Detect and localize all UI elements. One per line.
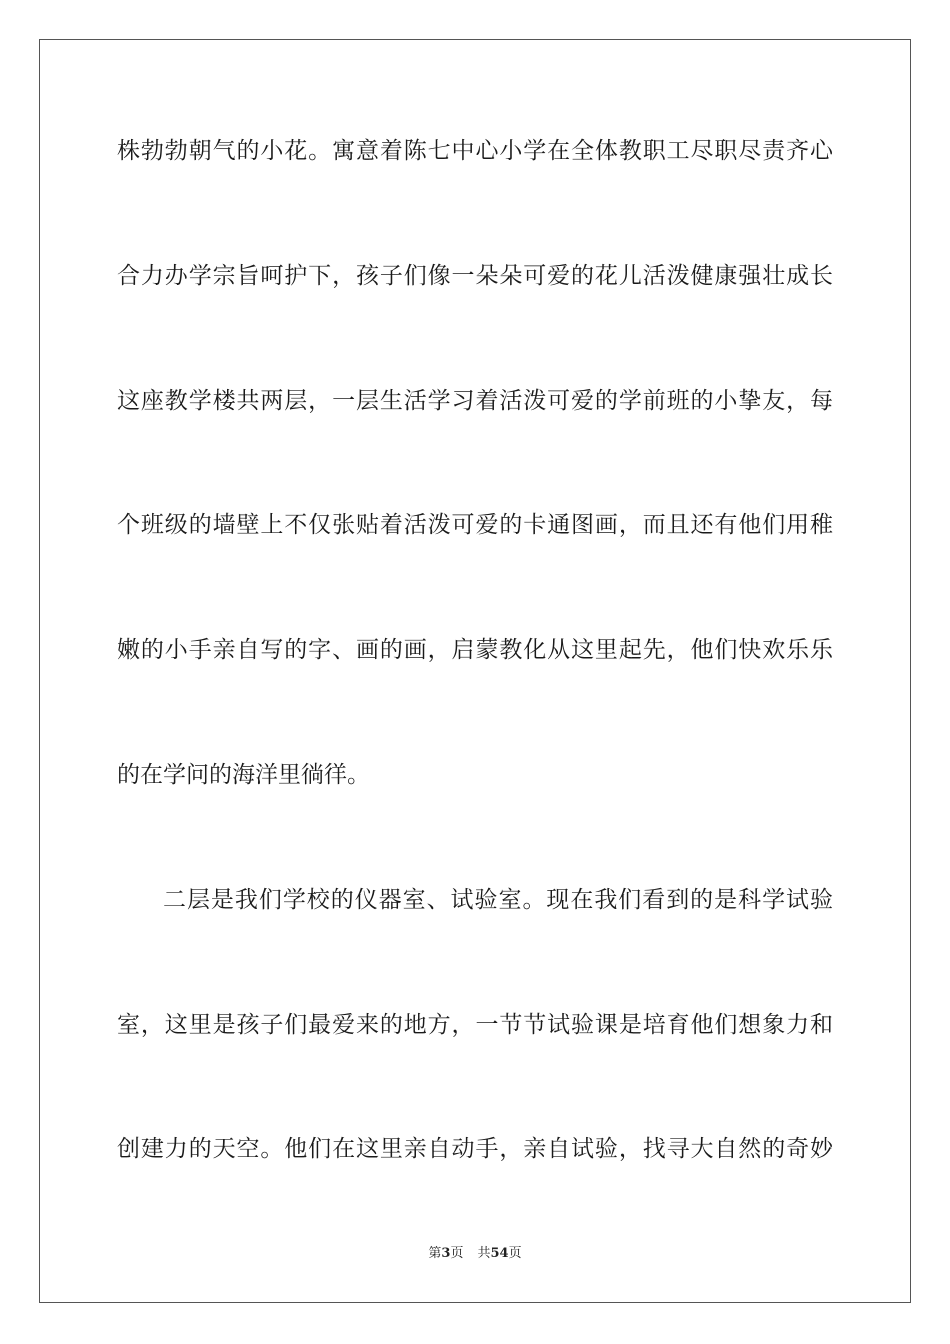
text-line-5: 嫩的小手亲自写的字、画的画，启蒙教化从这里起先，他们快欢乐乐 bbox=[117, 637, 833, 663]
text-line-6: 的在学问的海洋里徜徉。 bbox=[117, 762, 370, 788]
text-line-7: 二层是我们学校的仪器室、试验室。现在我们看到的是科学试验 bbox=[163, 887, 833, 913]
total-suffix: 页 bbox=[508, 1246, 522, 1261]
text-line-4: 个班级的墙壁上不仅张贴着活泼可爱的卡通图画，而且还有他们用稚 bbox=[117, 512, 833, 538]
page-border bbox=[39, 39, 911, 1303]
total-prefix: 共 bbox=[477, 1246, 491, 1261]
text-line-9: 创建力的天空。他们在这里亲自动手，亲自试验，找寻大自然的奇妙 bbox=[117, 1136, 833, 1162]
total-pages: 54 bbox=[490, 1246, 509, 1261]
page-suffix: 页 bbox=[450, 1246, 464, 1261]
page-number: 3 bbox=[441, 1246, 451, 1261]
page-prefix: 第 bbox=[428, 1246, 442, 1261]
text-line-8: 室，这里是孩子们最爱来的地方，一节节试验课是培育他们想象力和 bbox=[117, 1012, 833, 1038]
text-line-1: 株勃勃朝气的小花。寓意着陈七中心小学在全体教职工尽职尽责齐心 bbox=[117, 138, 833, 164]
text-line-2: 合力办学宗旨呵护下，孩子们像一朵朵可爱的花儿活泼健康强壮成长 bbox=[117, 263, 833, 289]
page-footer bbox=[0, 1245, 950, 1263]
text-line-3: 这座教学楼共两层，一层生活学习着活泼可爱的学前班的小挚友，每 bbox=[117, 388, 833, 414]
